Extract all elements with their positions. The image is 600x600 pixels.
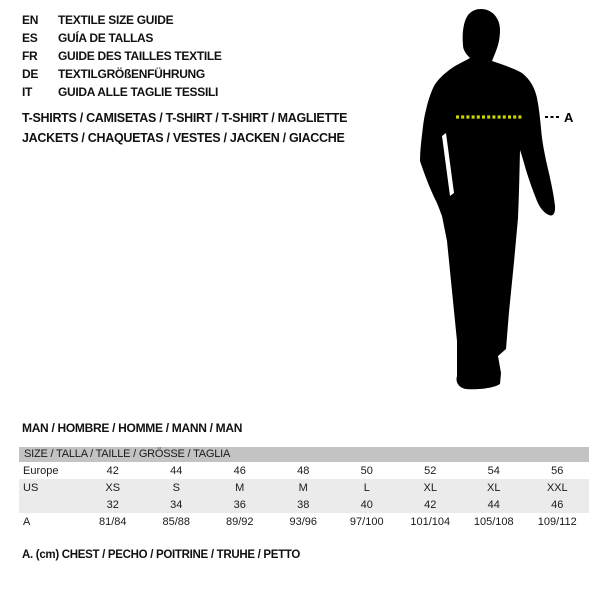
size-value: 105/108 [473,515,514,528]
size-value: 32 [106,498,119,511]
language-title: TEXTILE SIZE GUIDE [58,13,174,27]
language-code: ES [22,31,38,45]
language-title: TEXTILGRÖßENFÜHRUNG [58,67,205,81]
size-value: 46 [551,498,564,511]
language-code: DE [22,67,39,81]
size-value: 44 [170,464,183,477]
size-table [19,447,589,530]
size-value: 109/112 [537,515,577,528]
measure-label-a: A [564,110,574,125]
category-line-tshirts: T-SHIRTS / CAMISETAS / T-SHIRT / T-SHIRT / MAGLIETTE [22,111,348,125]
size-value: 93/96 [289,515,318,528]
size-value: 42 [106,464,119,477]
man-silhouette-svg [405,5,580,395]
size-value: 42 [424,498,437,511]
language-row-de [22,65,222,83]
size-value: 52 [424,464,437,477]
size-value: XXL [546,481,568,494]
size-value: 40 [360,498,373,511]
size-value: XS [105,481,121,494]
language-code: EN [22,13,39,27]
row-label: Europe [23,464,59,477]
size-value: 89/92 [225,515,254,528]
size-value: 85/88 [162,515,191,528]
language-row-en [22,11,222,29]
language-row-fr [22,47,222,65]
language-title: GUIDA ALLE TAGLIE TESSILI [58,85,219,99]
size-value: 48 [297,464,310,477]
garment-categories [22,108,347,148]
language-row-it [22,83,222,101]
size-value: 81/84 [98,515,127,528]
table-row-chest-cm [19,513,589,530]
table-row-numeric [19,496,589,513]
table-row-us [19,479,589,496]
table-row-europe [19,462,589,479]
category-line-jackets: JACKETS / CHAQUETAS / VESTES / JACKEN / GIACCHE [22,131,345,145]
size-value: 54 [487,464,500,477]
language-code: IT [22,85,33,99]
size-value: 36 [233,498,246,511]
size-value: XL [487,481,501,494]
size-value: M [298,481,308,494]
language-title: GUIDE DES TAILLES TEXTILE [58,49,222,63]
size-value: 34 [170,498,183,511]
size-value: 50 [360,464,373,477]
language-title: GUÍA DE TALLAS [58,31,154,45]
language-code: FR [22,49,38,63]
row-label: A [23,515,31,528]
size-value: 46 [233,464,246,477]
size-value: 44 [487,498,500,511]
size-value: 38 [297,498,310,511]
size-value: 56 [551,464,564,477]
size-value: S [172,481,180,494]
man-silhouette-shape [420,9,555,389]
size-value: M [235,481,245,494]
measurement-footnote: A. (cm) CHEST / PECHO / POITRINE / TRUHE / PETTO [22,549,301,561]
size-value: L [363,481,370,494]
row-label: US [23,481,39,494]
language-row-es [22,29,222,47]
section-heading-man: MAN / HOMBRE / HOMME / MANN / MAN [22,421,243,435]
size-table-header: SIZE / TALLA / TAILLE / GRÖSSE / TAGLIA [19,447,589,462]
size-value: XL [423,481,437,494]
size-value: 101/104 [410,515,451,528]
size-value: 97/100 [349,515,384,528]
man-silhouette-figure [405,5,580,395]
language-list [22,11,222,101]
